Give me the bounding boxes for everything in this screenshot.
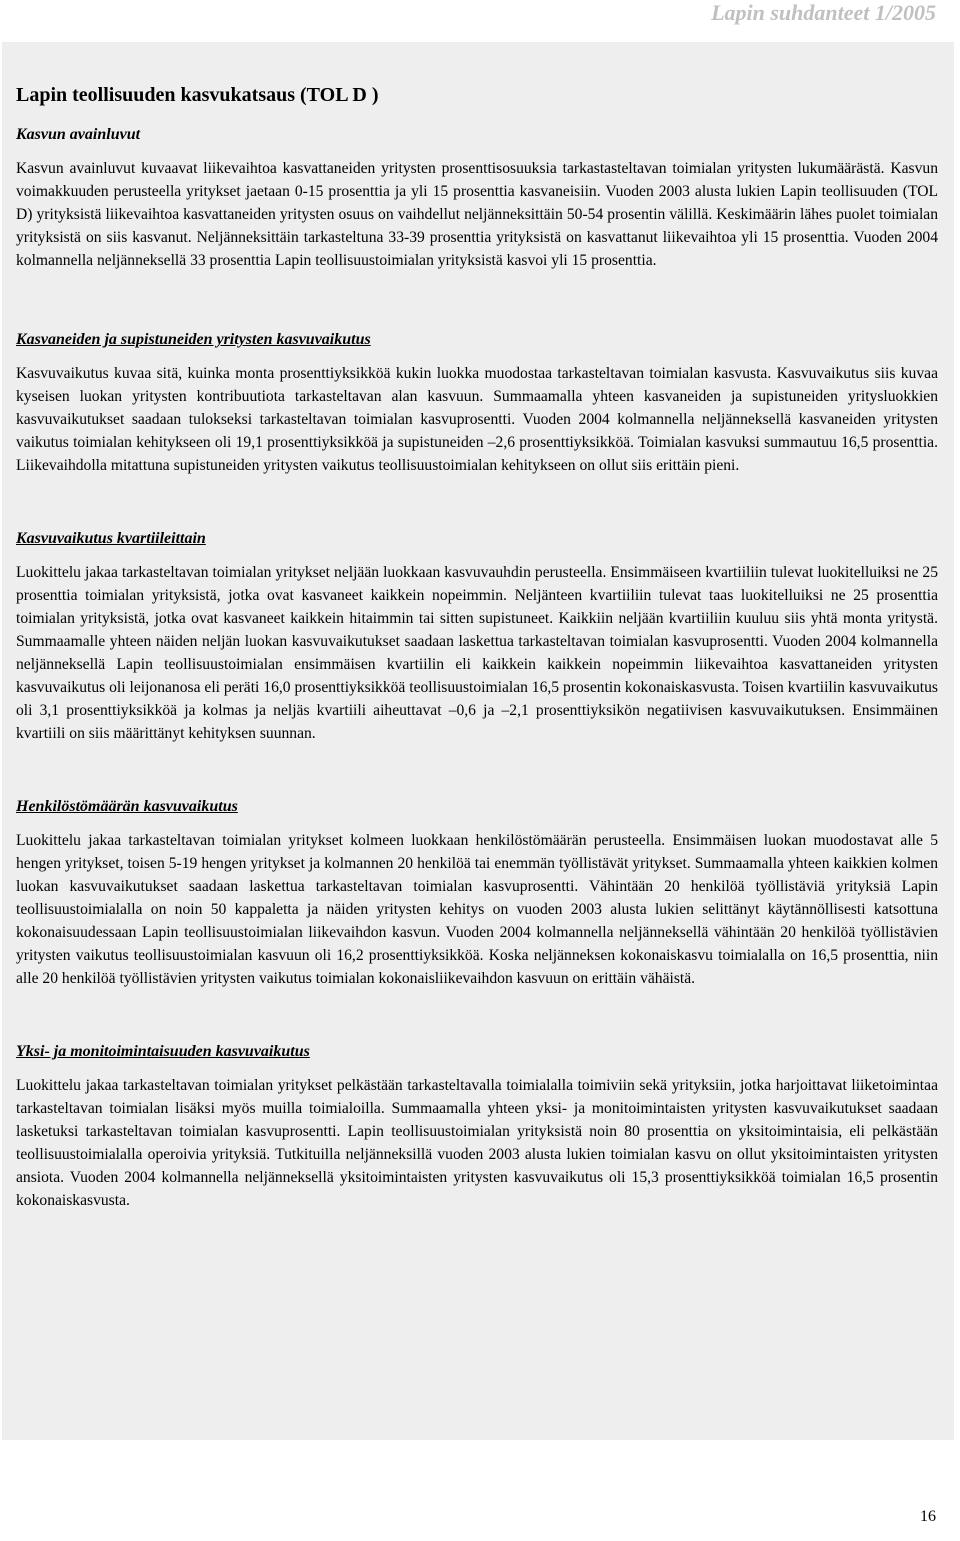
section-title: Henkilöstömäärän kasvuvaikutus [16,798,238,815]
section-paragraph: Luokittelu jakaa tarkasteltavan toimialan yritykset pelkästään tarkasteltavalla toimialalla toimiviin sekä yrityksiin, jotka harjoittavat liiketoimintaa tarkasteltavan toimialan lisäksi myös muilla toimialoilla. Summaamalla yhteen yksi- ja monitoimintaisten yritysten kasvuvaikutukset saadaan lasketuksi tarkasteltavan toimialan kasvuprosentti. Lapin teollisuustoimialan yrityksistä noin 80 prosenttia on yksitoimintaisia, eli pelkästään teollisuustoimialalla operoivia yrityksiä. Tutkituilla neljänneksillä vuoden 2003 alusta lukien toimialan kasvu on ollut yksitoimintaisten yritysten ansiota. Vuoden 2004 kolmannella neljänneksellä yksitoimintaisten yritysten kasvuvaikutus oli 15,3 prosenttiyksikköä toimialan 16,5 prosentin kokonaiskasvusta. [16,1077,938,1209]
section-paragraph: Luokittelu jakaa tarkasteltavan toimialan yritykset kolmeen luokkaan henkilöstömäärän perusteella. Ensimmäisen luokan muodostavat alle 5 hengen yritykset, toisen 5-19 hengen yritykset ja kolmannen 20 henkilöä tai enemmän työllistävät yritykset. Summaamalla yhteen kaikkien kolmen luokan kasvuvaikutukset saadaan laskettua tarkasteltavan toimialan kasvuprosentti. Vähintään 20 henkilöä työllistäviä yrityksiä Lapin teollisuustoimialalla on noin 50 kappaletta ja näiden yritysten kehitys on vuoden 2003 alusta lukien selittänyt käytännöllisesti katsottuna kokonaisuudessaan Lapin teollisuustoimialan liikevaihdon kasvun. Vuoden 2004 kolmannella neljänneksellä vähintään 20 henkilöä työllistävien yritysten vaikutus teollisuustoimialan kasvuun oli 16,2 prosenttiyksikköä. Koska neljänneksen kokonaiskasvu toimialalla on 16,5 prosenttia, niin alle 20 henkilöä työllistävien yritysten vaikutus toimialan kokonaisliikevaihdon kasvuun on erittäin vähäistä. [16,832,938,987]
article [16,83,938,1264]
section-title: Kasvuvaikutus kvartiileittain [16,530,206,547]
section-paragraph: Luokittelu jakaa tarkasteltavan toimialan yritykset neljään luokkaan kasvuvauhdin perusteella. Ensimmäiseen kvartiiliin tulevat luokitelluiksi ne 25 prosenttia toimialan yrityksistä, jotka ovat kasvaneet kaikkein nopeimmin. Neljänteen kvartiiliin tulevat taas luokitelluiksi ne 25 prosenttia toimialan yrityksistä, jotka ovat kasvaneet kaikkein hitaimmin tai sitten supistuneet. Kaikkiin neljään kvartiiliin kuuluu siis yhtä monta yritystä. Summaamalle yhteen näiden neljän luokan kasvuvaikutukset saadaan laskettua tarkasteltavan toimialan kasvuprosentti. Vuoden 2004 kolmannella neljänneksellä Lapin teollisuustoimialan ensimmäisen kvartiilin eli kaikkein kaikkein nopeimmin liikevaihtoa kasvattaneiden yritysten kasvuvaikutus oli leijonanosa eli peräti 16,0 prosenttiyksikköä teollisuustoimialan 16,5 prosentin kokonaiskasvusta. Toisen kvartiilin kasvuvaikutus oli 3,1 prosenttiyksikköä ja kolmas ja neljäs kvartiili aiheuttavat –0,6 ja –2,1 prosenttiyksikön negatiivisen kasvuvaikutuksen. Ensimmäinen kvartiili on siis määrittänyt kehityksen suunnan. [16,564,938,742]
section-single-multi [16,1042,938,1212]
page-title: Lapin teollisuuden kasvukatsaus (TOL D ) [16,84,379,106]
section-title: Kasvaneiden ja supistuneiden yritysten kasvuvaikutus [16,331,371,348]
section-title: Yksi- ja monitoimintaisuuden kasvuvaikutus [16,1043,310,1060]
section-quartiles [16,529,938,745]
section-personnel [16,797,938,990]
running-header: Lapin suhdanteet 1/2005 [711,0,936,25]
section-key-figures [16,125,938,272]
section-title: Kasvun avainluvut [16,126,141,143]
page-number: 16 [920,1508,936,1525]
section-paragraph: Kasvun avainluvut kuvaavat liikevaihtoa kasvattaneiden yritysten prosenttisosuuksia tarkastasteltavan toimialan yritysten lukumäärästä. Kasvun voimakkuuden perusteella yritykset jaetaan 0-15 prosenttia ja yli 15 prosenttia kasvaneisiin. Vuoden 2003 alusta lukien Lapin teollisuuden (TOL D) yrityksistä liikevaihtoa kasvattaneiden yritysten osuus on vaihdellut neljänneksittäin 50-54 prosentin välillä. Keskimäärin lähes puolet toimialan yrityksistä on siis kasvanut. Neljänneksittäin tarkasteltuna 33-39 prosenttia yrityksistä on kasvattanut liikevaihtoa yli 15 prosenttia. Vuoden 2004 kolmannella neljänneksellä 33 prosenttia Lapin teollisuustoimialan yrityksistä kasvoi yli 15 prosenttia. [16,160,938,269]
section-growth-impact [16,330,938,477]
section-paragraph: Kasvuvaikutus kuvaa sitä, kuinka monta prosenttiyksikköä kukin luokka muodostaa tarkasteltavan toimialan kasvusta. Kasvuvaikutus siis kuvaa kyseisen luokan yritysten kontribuutiota tarkasteltavan alan kasvuun. Summaamalla yhteen kasvaneiden ja supistuneiden yritysluokkien kasvuvaikutukset saadaan tulokseksi tarkasteltavan toimialan kasvuprosentti. Vuoden 2004 kolmannella neljänneksellä kasvaneiden yritysten vaikutus toimialan kehitykseen oli 19,1 prosenttiyksikköä ja supistuneiden –2,6 prosenttiyksikköä. Toimialan kasvuksi summautuu 16,5 prosenttia. Liikevaihdolla mitattuna supistuneiden yritysten vaikutus teollisuustoimialan kehitykseen on ollut siis erittäin pieni. [16,365,938,474]
